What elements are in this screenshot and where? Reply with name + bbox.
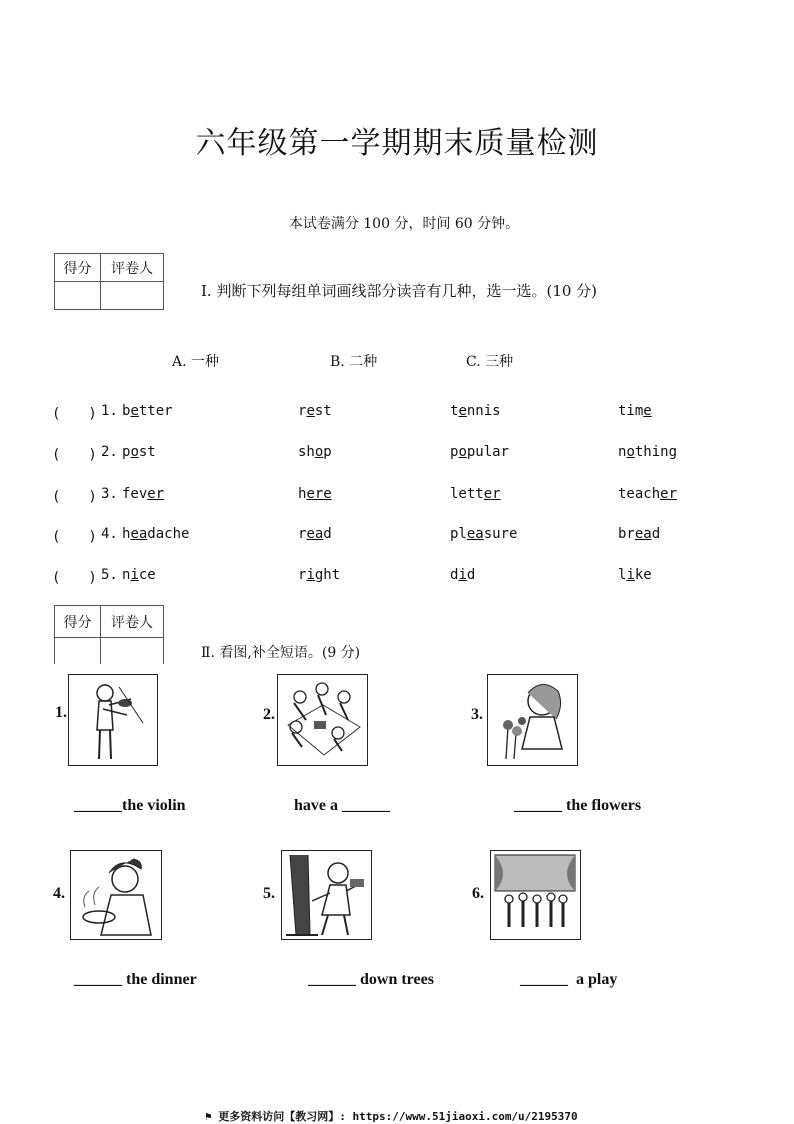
- score-box-1: [54, 253, 164, 310]
- word: [298, 486, 332, 502]
- question-number: 5.: [101, 567, 118, 583]
- underlined-part: ea: [130, 526, 148, 542]
- word-part: h: [298, 486, 307, 502]
- violin-player-illustration: [68, 674, 158, 766]
- underlined-part: o: [130, 444, 139, 460]
- grader-cell[interactable]: [101, 638, 164, 664]
- phrase-3-text: the flowers: [566, 797, 642, 814]
- word: [122, 403, 173, 419]
- girl-with-flowers-illustration: [487, 674, 578, 766]
- question-number: 3.: [101, 486, 118, 502]
- underlined-part: i: [130, 567, 139, 583]
- option-c: C. 三种: [466, 354, 514, 370]
- man-cutting-tree-illustration: [281, 850, 372, 940]
- word-part: n: [122, 567, 131, 583]
- word-part: lett: [450, 486, 484, 502]
- phrase-2-text: have a: [294, 797, 338, 814]
- item-number-6: 6.: [472, 885, 484, 902]
- phrase-1-blank[interactable]: ______: [74, 797, 122, 814]
- phrase-5-text: down trees: [360, 971, 434, 988]
- item-number-2: 2.: [263, 706, 275, 723]
- score-cell[interactable]: [55, 282, 101, 310]
- score-cell[interactable]: [55, 638, 101, 664]
- word: [618, 403, 652, 419]
- phrase-3: [514, 797, 641, 815]
- phrase-4-blank[interactable]: ______: [74, 971, 122, 988]
- word-part: ce: [138, 567, 156, 583]
- phrase-1-text: the violin: [122, 797, 186, 814]
- word: [450, 526, 517, 542]
- underlined-part: er: [660, 486, 678, 502]
- word-part: n: [618, 444, 627, 460]
- word-part: dache: [147, 526, 190, 542]
- word-part: t: [450, 403, 459, 419]
- exam-info: 本试卷满分 100 分，时间 60 分钟。: [288, 216, 520, 232]
- underlined-part: ea: [634, 526, 652, 542]
- item-number-5: 5.: [263, 885, 275, 902]
- underlined-part: i: [458, 567, 467, 583]
- underlined-part: e: [306, 403, 315, 419]
- word: [450, 486, 501, 502]
- answer-blank[interactable]: ( ): [52, 570, 97, 586]
- word: [618, 444, 677, 460]
- word: [298, 403, 332, 419]
- word-part: teach: [618, 486, 661, 502]
- underlined-part: ea: [466, 526, 484, 542]
- answer-blank[interactable]: ( ): [52, 489, 97, 505]
- phrase-2-blank[interactable]: ______: [342, 797, 390, 814]
- word-part: d: [323, 526, 332, 542]
- word-part: sure: [483, 526, 518, 542]
- answer-blank[interactable]: ( ): [52, 529, 97, 545]
- word-part: pl: [450, 526, 467, 542]
- grader-label: 评卷人: [101, 254, 164, 282]
- word-part: p: [323, 444, 332, 460]
- option-b: B. 二种: [330, 354, 378, 370]
- word: [122, 526, 189, 542]
- phrase-5-blank[interactable]: ______: [308, 971, 356, 988]
- word-part: h: [122, 526, 131, 542]
- question-number: 4.: [101, 526, 118, 542]
- word-part: ke: [634, 567, 652, 583]
- word: [618, 486, 677, 502]
- grader-label: 评卷人: [101, 606, 164, 638]
- word: [298, 444, 332, 460]
- item-number-3: 3.: [471, 706, 483, 723]
- word-part: r: [298, 567, 307, 583]
- word: [618, 526, 660, 542]
- word: [450, 567, 475, 583]
- word-part: b: [122, 403, 131, 419]
- word: [122, 567, 156, 583]
- phrase-2: [294, 797, 390, 815]
- question-number: 2.: [101, 444, 118, 460]
- word-part: br: [618, 526, 635, 542]
- phrase-6: [520, 971, 617, 989]
- underlined-part: e: [458, 403, 467, 419]
- word: [122, 444, 156, 460]
- score-label: 得分: [55, 254, 101, 282]
- phrase-1: [74, 797, 186, 815]
- phrase-6-blank[interactable]: ______: [520, 971, 568, 988]
- children-play-illustration: [490, 850, 581, 940]
- word: [298, 567, 340, 583]
- answer-blank[interactable]: ( ): [52, 406, 97, 422]
- word-part: p: [122, 444, 131, 460]
- footer-text: 更多资料访问【教习网】: https://www.51jiaoxi.com/u/2195370: [218, 1110, 578, 1123]
- word-part: nnis: [466, 403, 501, 419]
- option-a: A. 一种: [172, 354, 220, 370]
- word: [298, 526, 332, 542]
- answer-blank[interactable]: ( ): [52, 447, 97, 463]
- item-number-1: 1.: [55, 704, 67, 721]
- word: [450, 444, 509, 460]
- word-part: st: [138, 444, 156, 460]
- word-part: d: [466, 567, 476, 583]
- question-number: 1.: [101, 403, 118, 419]
- woman-cooking-illustration: [70, 850, 162, 940]
- word-part: d: [450, 567, 459, 583]
- score-label: 得分: [55, 606, 101, 638]
- underlined-part: o: [314, 444, 324, 460]
- underlined-part: er: [147, 486, 165, 502]
- word-part: d: [651, 526, 661, 542]
- underlined-part: o: [458, 444, 467, 460]
- section1-heading: Ⅰ. 判断下列每组单词画线部分读音有几种，选一选。(10 分): [201, 282, 598, 300]
- picnic-group-illustration: [277, 674, 368, 766]
- phrase-3-blank[interactable]: ______: [514, 797, 562, 814]
- underlined-part: ere: [306, 486, 332, 502]
- phrase-5: [308, 971, 434, 989]
- grader-cell[interactable]: [101, 282, 164, 310]
- word-part: r: [298, 526, 307, 542]
- word-part: sh: [298, 444, 315, 460]
- section2-heading: Ⅱ. 看图,补全短语。(9 分): [201, 645, 361, 661]
- underlined-part: i: [306, 567, 315, 583]
- word-part: p: [450, 444, 459, 460]
- footer-link[interactable]: [205, 1108, 578, 1124]
- word-part: st: [314, 403, 332, 419]
- phrase-4-text: the dinner: [126, 971, 197, 988]
- underlined-part: i: [626, 567, 635, 583]
- phrase-4: [74, 971, 197, 989]
- item-number-4: 4.: [53, 885, 65, 902]
- flag-icon: ⚑: [205, 1110, 212, 1123]
- page-title: 六年级第一学期期末质量检测: [195, 126, 599, 161]
- word: [618, 567, 652, 583]
- word-part: tter: [138, 403, 173, 419]
- word-part: ght: [314, 567, 341, 583]
- underlined-part: o: [626, 444, 635, 460]
- word-part: r: [298, 403, 307, 419]
- underlined-part: e: [643, 403, 652, 419]
- phrase-6-text: a play: [576, 971, 618, 988]
- underlined-part: ea: [306, 526, 324, 542]
- underlined-part: er: [483, 486, 501, 502]
- word-part: l: [618, 567, 627, 583]
- word-part: fev: [122, 486, 148, 502]
- word-part: thing: [634, 444, 678, 460]
- score-box-2: [54, 605, 164, 664]
- underlined-part: e: [130, 403, 139, 419]
- word: [122, 486, 164, 502]
- word: [450, 403, 501, 419]
- word-part: tim: [618, 403, 644, 419]
- word-part: pular: [466, 444, 510, 460]
